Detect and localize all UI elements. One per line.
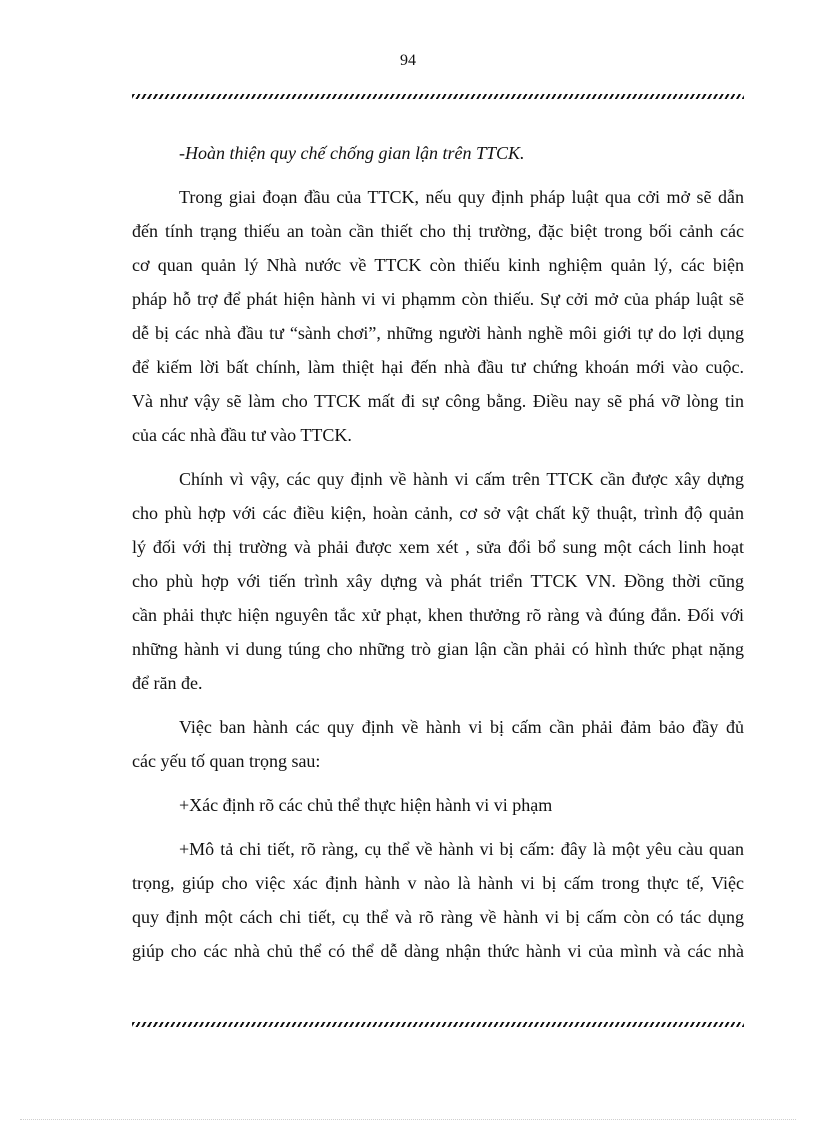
- header-rule: [132, 94, 744, 99]
- page-number: 94: [400, 52, 416, 69]
- paragraph-line: các yếu tố quan trọng sau:: [132, 751, 321, 771]
- paragraph-line: những hành vi dung túng cho những trò gian lận cần phải có hình thức phạt nặng: [132, 639, 744, 659]
- paragraph-line: cơ quan quản lý Nhà nước về TTCK còn thiếu kinh nghiệm quản lý, các biện: [132, 255, 744, 275]
- footer-rule: [132, 1022, 744, 1027]
- paragraph-line: quy định một cách chi tiết, cụ thể và rõ ràng về hành vi bị cấm còn có tác dụng: [132, 907, 744, 927]
- paragraph-line: dễ bị các nhà đầu tư “sành chơi”, những người hành nghề môi giới tự do lợi dụng: [132, 323, 744, 343]
- paragraph-line: Và như vậy sẽ làm cho TTCK mất đi sự công bằng. Điều nay sẽ phá vỡ lòng tin: [132, 391, 744, 411]
- page-body: [132, 136, 744, 978]
- paragraph-line: +Xác định rõ các chủ thể thực hiện hành vi vi phạm: [179, 795, 553, 815]
- paragraph-line: Chính vì vậy, các quy định về hành vi cấm trên TTCK cần được xây dựng: [179, 469, 744, 489]
- paragraph-1: [132, 180, 744, 452]
- paragraph-line: để kiếm lời bất chính, làm thiệt hại đến nhà đầu tư chứng khoán mới vào cuộc.: [132, 357, 744, 377]
- paragraph-line: để răn đe.: [132, 673, 203, 693]
- paragraph-3: [132, 710, 744, 778]
- paragraph-line: cần phải thực hiện nguyên tắc xử phạt, khen thưởng rõ ràng và đúng đắn. Đối với: [132, 605, 744, 625]
- paragraph-line: +Mô tả chi tiết, rõ ràng, cụ thể về hành vi bị cấm: đây là một yêu càu quan: [179, 839, 744, 859]
- paragraph-line: trọng, giúp cho việc xác định hành v nào là hành vi bị cấm trong thực tế, Việc: [132, 873, 744, 893]
- paragraph-4: [132, 788, 744, 822]
- paragraph-line: lý đối với thị trường và phải được xem xét , sửa đổi bổ sung một cách linh hoạt: [132, 537, 744, 557]
- page-edge-divider: [20, 1119, 796, 1120]
- paragraph-line: pháp hỗ trợ để phát hiện hành vi vi phạmm còn thiếu. Sự cởi mở của pháp luật sẽ: [132, 289, 744, 309]
- paragraph-line: cho phù hợp với các điều kiện, hoàn cảnh, cơ sở vật chất kỹ thuật, trình độ quản: [132, 503, 744, 523]
- paragraph-5: [132, 832, 744, 968]
- paragraph-2: [132, 462, 744, 700]
- paragraph-line: đến tính trạng thiếu an toàn cần thiết cho thị trường, đặc biệt trong bối cảnh các: [132, 221, 744, 241]
- paragraph-line: của các nhà đầu tư vào TTCK.: [132, 425, 352, 445]
- paragraph-line: Trong giai đoạn đầu của TTCK, nếu quy định pháp luật qua cởi mở sẽ dẫn: [179, 187, 744, 207]
- paragraph-line: giúp cho các nhà chủ thể có thể dễ dàng nhận thức hành vi của mình và các nhà: [132, 941, 744, 961]
- paragraph-line: cho phù hợp với tiến trình xây dựng và phát triển TTCK VN. Đồng thời cũng: [132, 571, 744, 591]
- section-heading: -Hoàn thiện quy chế chống gian lận trên TTCK.: [179, 143, 525, 163]
- paragraph-line: Việc ban hành các quy định về hành vi bị cấm cần phải đảm bảo đầy đủ: [179, 717, 744, 737]
